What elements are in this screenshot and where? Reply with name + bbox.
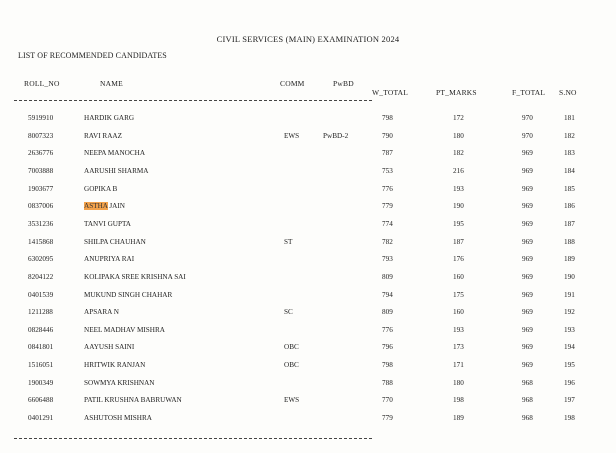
f-total-cell: 970 [522,114,533,122]
table-row [0,185,616,199]
roll-no-cell: 1903677 [28,184,54,193]
pt-marks-cell: 172 [453,114,464,122]
header-pt-marks: PT_MARKS [436,88,477,97]
table-row [0,255,616,269]
pt-marks-cell: 182 [453,149,464,158]
w-total-cell: 798 [382,114,393,122]
roll-no-cell: 1415868 [28,237,54,246]
pt-marks-cell: 175 [453,290,464,299]
f-total-cell: 969 [522,202,533,211]
f-total-cell: 970 [522,131,533,140]
header-w-total: W_TOTAL [372,88,409,97]
f-total-cell: 969 [522,361,533,370]
name-cell [84,414,152,422]
table-row [0,308,616,322]
community-cell: OBC [284,361,299,370]
header-f-total: F_TOTAL [512,88,546,97]
w-total-cell: 779 [382,414,393,423]
s-no-cell: 198 [564,414,575,423]
roll-no-cell: 8007323 [28,131,54,140]
name-cell [84,167,149,175]
f-total-cell: 968 [522,414,533,423]
w-total-cell: 774 [382,219,393,228]
pt-marks-cell: 171 [453,361,464,370]
document-title: CIVIL SERVICES (MAIN) EXAMINATION 2024 [216,34,400,44]
name-cell [84,238,146,246]
table-row [0,149,616,163]
pt-marks-cell: 193 [453,184,464,193]
name-text: APSARA N [84,308,119,317]
w-total-cell: 753 [382,166,393,175]
table-row [0,238,616,252]
w-total-cell: 770 [382,396,393,405]
w-total-cell: 793 [382,255,393,264]
pt-marks-cell: 187 [453,237,464,246]
roll-no-cell: 7003888 [28,166,54,175]
s-no-cell: 185 [564,184,575,193]
f-total-cell: 968 [522,378,533,387]
table-row [0,396,616,410]
f-total-cell: 969 [522,290,533,299]
name-cell [84,273,186,281]
name-cell [84,149,145,157]
name-text: AAYUSH SAINI [84,343,135,352]
table-row [0,379,616,393]
name-cell [84,396,182,404]
table-row [0,114,616,128]
name-text: HRITWIK RANJAN [84,361,146,370]
community-cell: OBC [284,343,299,352]
s-no-cell: 189 [564,255,575,264]
header-name: NAME [100,79,123,88]
name-cell [84,308,119,316]
name-cell [84,361,145,369]
table-row [0,132,616,146]
w-total-cell: 809 [382,272,393,281]
name-cell [84,202,125,210]
roll-no-cell: 8204122 [28,272,54,281]
s-no-cell: 181 [564,114,575,122]
roll-no-cell: 1900349 [28,378,54,387]
name-cell [84,379,154,387]
roll-no-cell: 0828446 [28,325,54,334]
f-total-cell: 969 [522,343,533,352]
community-cell: ST [284,237,293,246]
pt-marks-cell: 160 [453,272,464,281]
f-total-cell: 969 [522,237,533,246]
pt-marks-cell: 160 [453,308,464,317]
pt-marks-cell: 195 [453,219,464,228]
highlighted-name-text: ASTHA [84,202,108,211]
table-row [0,220,616,234]
pt-marks-cell: 176 [453,255,464,264]
name-text: MUKUND SINGH CHAHAR [84,290,173,299]
f-total-cell: 969 [522,166,533,175]
s-no-cell: 192 [564,308,575,317]
name-text: SHILPA CHAUHAN [84,237,146,246]
name-cell [84,291,172,299]
pwbd-cell: PwBD-2 [323,131,349,140]
name-cell [84,255,134,263]
f-total-cell: 969 [522,272,533,281]
s-no-cell: 190 [564,272,575,281]
s-no-cell: 194 [564,343,575,352]
w-total-cell: 798 [382,361,393,370]
f-total-cell: 969 [522,149,533,158]
table-row [0,291,616,305]
table-row [0,414,616,428]
pt-marks-cell: 190 [453,202,464,211]
name-cell [84,326,165,334]
table-row [0,202,616,216]
f-total-cell: 969 [522,219,533,228]
table-row [0,167,616,181]
roll-no-cell: 6606488 [28,396,54,405]
name-text: NEEL MADHAV MISHRA [84,325,165,334]
table-row [0,361,616,375]
header-divider [14,100,372,101]
pt-marks-cell: 180 [453,131,464,140]
s-no-cell: 191 [564,290,575,299]
w-total-cell: 787 [382,149,393,158]
name-text: HARDIK GARG [84,114,135,122]
name-text: NEEPA MANOCHA [84,149,146,158]
header-roll-no: ROLL_NO [24,79,60,88]
f-total-cell: 969 [522,308,533,317]
header-pwbd: PwBD [333,79,354,88]
header-s-no: S.NO [559,88,577,97]
name-cell [84,220,131,228]
community-cell: EWS [284,131,300,140]
table-row [0,273,616,287]
w-total-cell: 782 [382,237,393,246]
s-no-cell: 184 [564,166,575,175]
roll-no-cell: 1516051 [28,361,54,370]
roll-no-cell: 5919910 [28,114,54,122]
s-no-cell: 196 [564,378,575,387]
w-total-cell: 790 [382,131,393,140]
community-cell: EWS [284,396,300,405]
roll-no-cell: 2636776 [28,149,54,158]
community-cell: SC [284,308,293,317]
name-text: GOPIKA B [84,184,118,193]
roll-no-cell: 1211288 [28,308,53,317]
pt-marks-cell: 216 [453,166,464,175]
w-total-cell: 779 [382,202,393,211]
name-cell [84,185,117,193]
roll-no-cell: 0401291 [28,414,54,423]
name-text: SOWMYA KRISHNAN [84,378,155,387]
name-text: PATIL KRUSHNA BABRUWAN [84,396,182,405]
name-text: JAIN [107,202,125,211]
pt-marks-cell: 180 [453,378,464,387]
w-total-cell: 809 [382,308,393,317]
name-cell [84,114,134,122]
s-no-cell: 182 [564,131,575,140]
s-no-cell: 188 [564,237,575,246]
roll-no-cell: 3531236 [28,219,54,228]
s-no-cell: 195 [564,361,575,370]
name-text: TANVI GUPTA [84,219,131,228]
footer-divider [14,438,372,439]
name-text: ANUPRIYA RAI [84,255,135,264]
w-total-cell: 796 [382,343,393,352]
name-text: RAVI RAAZ [84,131,123,140]
table-row [0,343,616,357]
s-no-cell: 193 [564,325,575,334]
f-total-cell: 969 [522,184,533,193]
w-total-cell: 776 [382,325,393,334]
table-row [0,326,616,340]
f-total-cell: 969 [522,255,533,264]
w-total-cell: 776 [382,184,393,193]
f-total-cell: 968 [522,396,533,405]
name-text: AARUSHI SHARMA [84,166,149,175]
roll-no-cell: 0837006 [28,202,54,211]
roll-no-cell: 0401539 [28,290,54,299]
s-no-cell: 183 [564,149,575,158]
pt-marks-cell: 193 [453,325,464,334]
w-total-cell: 788 [382,378,393,387]
name-cell [84,343,134,351]
name-text: KOLIPAKA SREE KRISHNA SAI [84,272,186,281]
name-text: ASHUTOSH MISHRA [84,414,152,423]
f-total-cell: 969 [522,325,533,334]
name-cell [84,132,122,140]
pt-marks-cell: 173 [453,343,464,352]
w-total-cell: 794 [382,290,393,299]
s-no-cell: 186 [564,202,575,211]
pt-marks-cell: 198 [453,396,464,405]
list-subtitle: LIST OF RECOMMENDED CANDIDATES [18,51,167,60]
header-comm: COMM [280,79,305,88]
pt-marks-cell: 189 [453,414,464,423]
roll-no-cell: 0841801 [28,343,54,352]
s-no-cell: 187 [564,219,575,228]
roll-no-cell: 6302095 [28,255,54,264]
s-no-cell: 197 [564,396,575,405]
